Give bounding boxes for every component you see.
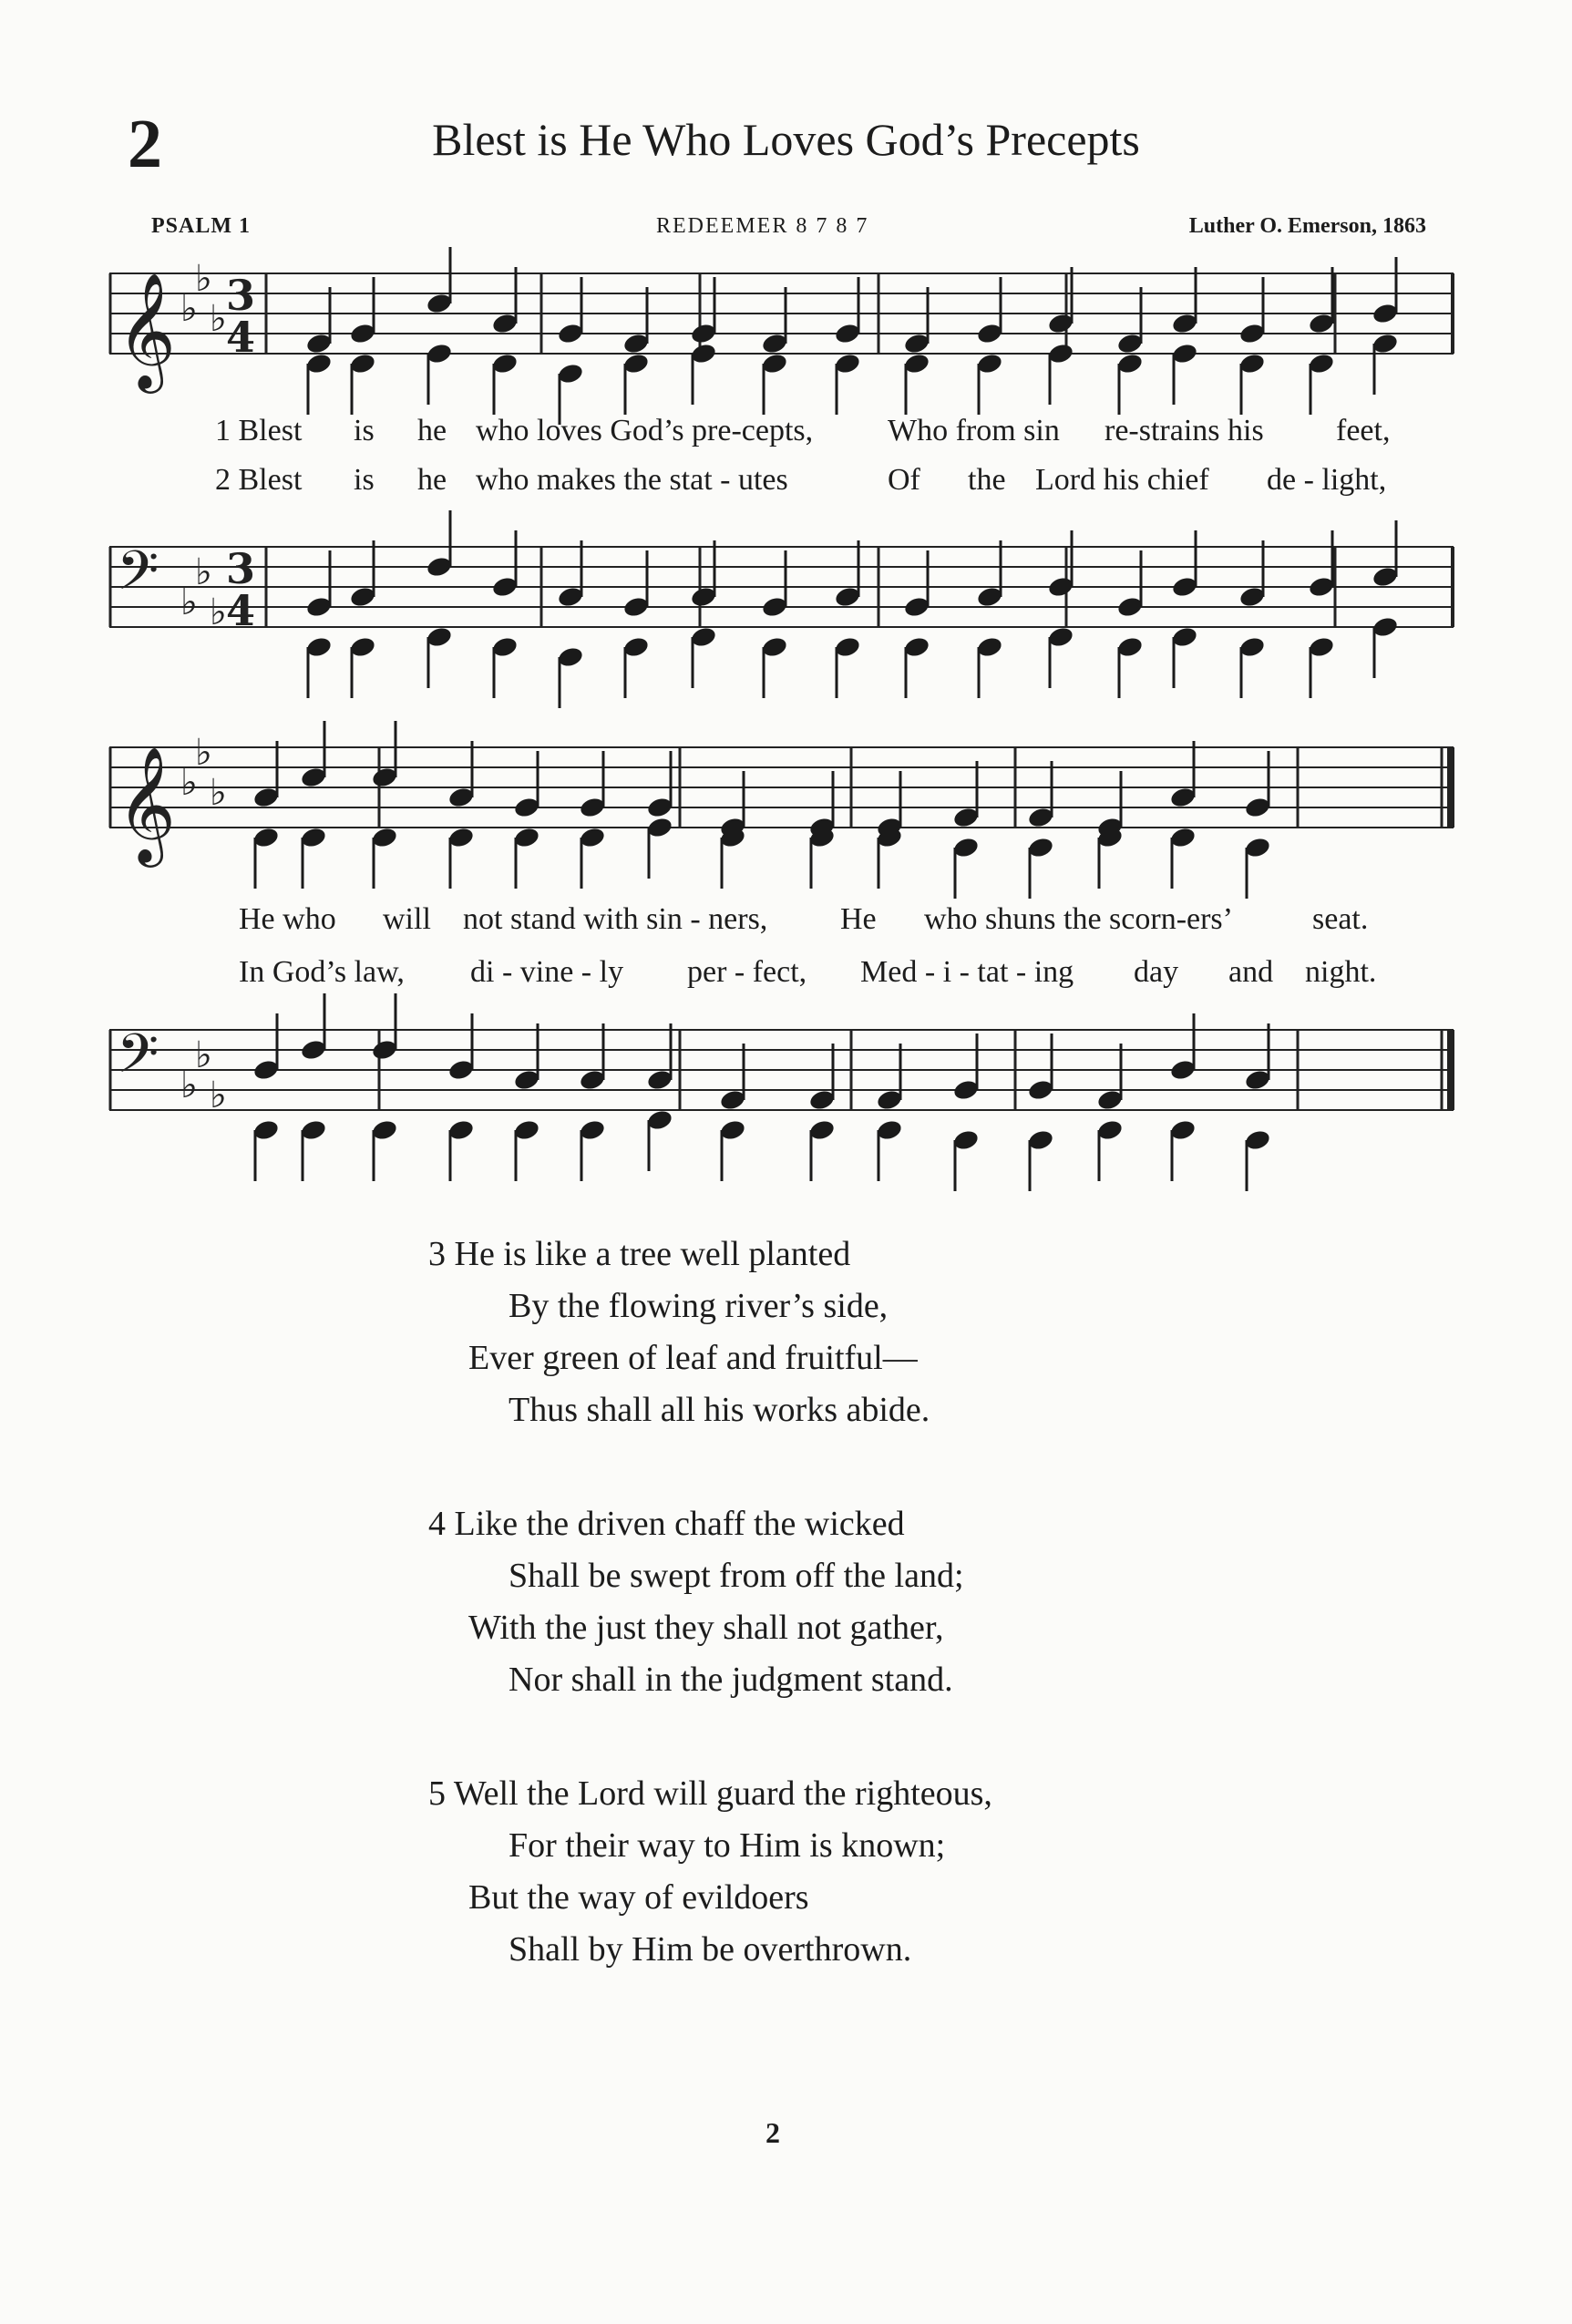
hymn-title: Blest is He Who Loves God’s Precepts	[432, 114, 1140, 165]
composer-credit: Luther O. Emerson, 1863	[1188, 214, 1426, 238]
flat-icon: ♭	[180, 762, 198, 804]
lyric-s2-v2-1: In God’s law,	[239, 955, 405, 989]
verse-3-line-1	[428, 1229, 930, 1280]
lyric-s2-v1-3: not stand with sin - ners,	[463, 902, 768, 936]
lyric-s1-v1-5: Who from sin	[888, 414, 1060, 447]
hymn-number: 2	[128, 106, 162, 182]
treble-clef-icon: 𝄞	[117, 272, 177, 388]
treble-staff-system-2	[109, 731, 1454, 886]
lyric-s1-v2-8: de - light,	[1267, 463, 1387, 497]
verse-3-line-1-text: He is like a tree well planted	[454, 1235, 851, 1273]
lyric-s2-v1-2: will	[383, 902, 431, 936]
lyric-s2-v2-3: per - fect,	[687, 955, 807, 989]
treble-clef-icon: 𝄞	[117, 746, 177, 862]
lyric-s1-v2-1: 2 Blest	[215, 463, 303, 497]
flat-icon: ♭	[210, 298, 227, 340]
tune-name: REDEEMER 8 7 8 7	[656, 214, 869, 238]
verse-5	[428, 1768, 992, 1976]
lyric-s2-v1-1: He who	[239, 902, 336, 936]
bass-clef-icon: 𝄢	[117, 539, 159, 615]
flat-icon: ♭	[210, 772, 227, 814]
verse-4	[428, 1498, 964, 1706]
lyric-s1-v1-7: feet,	[1336, 414, 1391, 447]
verse-5-line-1-text: Well the Lord will guard the righteous,	[453, 1774, 992, 1813]
verse-4-line-1-text: Like the driven chaff the wicked	[454, 1505, 905, 1543]
time-signature-bottom: 4	[226, 586, 256, 635]
lyric-s1-v2-3: he	[417, 463, 447, 497]
bass-staff-system-1	[109, 530, 1454, 685]
time-signature-top: 3	[226, 544, 256, 593]
flat-icon: ♭	[195, 551, 212, 593]
treble-staff-system-1	[109, 257, 1454, 412]
lyric-s1-v2-2: is	[354, 463, 375, 497]
lyric-s2-v1-5: who shuns the scorn-ers’	[924, 902, 1233, 936]
lyric-s1-v1-3: he	[417, 414, 447, 447]
verse-5-line-2: For their way to Him is known;	[509, 1826, 946, 1865]
bass-clef-icon: 𝄢	[117, 1022, 159, 1098]
flat-icon: ♭	[210, 591, 227, 633]
lyric-s2-v2-6: and	[1228, 955, 1274, 989]
time-signature-top: 3	[226, 271, 256, 320]
flat-icon: ♭	[180, 288, 198, 330]
verse-3-line-4: Thus shall all his works abide.	[509, 1391, 930, 1429]
lyric-s1-v2-7: Lord his chief	[1035, 463, 1209, 497]
psalm-reference: PSALM 1	[151, 214, 251, 238]
bass-staff-system-2	[109, 1013, 1454, 1168]
flat-icon: ♭	[180, 1064, 198, 1106]
verse-5-line-3: But the way of evildoers	[468, 1878, 809, 1917]
lyric-s2-v2-7: night.	[1305, 955, 1377, 989]
verse-5-line-4: Shall by Him be overthrown.	[509, 1930, 912, 1969]
verse-4-line-4: Nor shall in the judgment stand.	[509, 1661, 953, 1699]
verse-5-number: 5	[428, 1774, 446, 1813]
lyric-s1-v1-6: re-strains his	[1105, 414, 1264, 447]
lyric-s1-v2-6: the	[968, 463, 1006, 497]
lyric-s2-v2-5: day	[1134, 955, 1179, 989]
lyric-s2-v2-2: di - vine - ly	[470, 955, 624, 989]
flat-icon: ♭	[210, 1075, 227, 1116]
lyric-s1-v1-4: who loves God’s pre-cepts,	[476, 414, 814, 447]
time-signature-bottom: 4	[226, 313, 256, 362]
lyric-s1-v1-1: 1 Blest	[215, 414, 303, 447]
lyric-s1-v1-2: is	[354, 414, 375, 447]
flat-icon: ♭	[195, 258, 212, 300]
page-number: 2	[765, 2116, 780, 2149]
lyric-s2-v1-4: He	[840, 902, 877, 936]
verse-4-line-1	[428, 1498, 964, 1550]
verse-4-number: 4	[428, 1505, 446, 1543]
lyric-s1-v2-5: Of	[888, 463, 920, 497]
verse-3-line-3: Ever green of leaf and fruitful—	[468, 1339, 918, 1377]
lyric-s2-v1-6: seat.	[1312, 902, 1369, 936]
verse-3-line-2: By the flowing river’s side,	[509, 1287, 889, 1325]
lyric-s1-v2-4: who makes the stat - utes	[476, 463, 788, 497]
flat-icon: ♭	[180, 581, 198, 623]
flat-icon: ♭	[195, 1034, 212, 1076]
verse-4-line-2: Shall be swept from off the land;	[509, 1557, 964, 1595]
flat-icon: ♭	[195, 732, 212, 774]
verse-4-line-3: With the just they shall not gather,	[468, 1609, 944, 1647]
verse-5-line-1	[428, 1768, 992, 1820]
verse-3-number: 3	[428, 1235, 446, 1273]
lyric-s2-v2-4: Med - i - tat - ing	[860, 955, 1074, 989]
verse-3	[428, 1229, 930, 1436]
